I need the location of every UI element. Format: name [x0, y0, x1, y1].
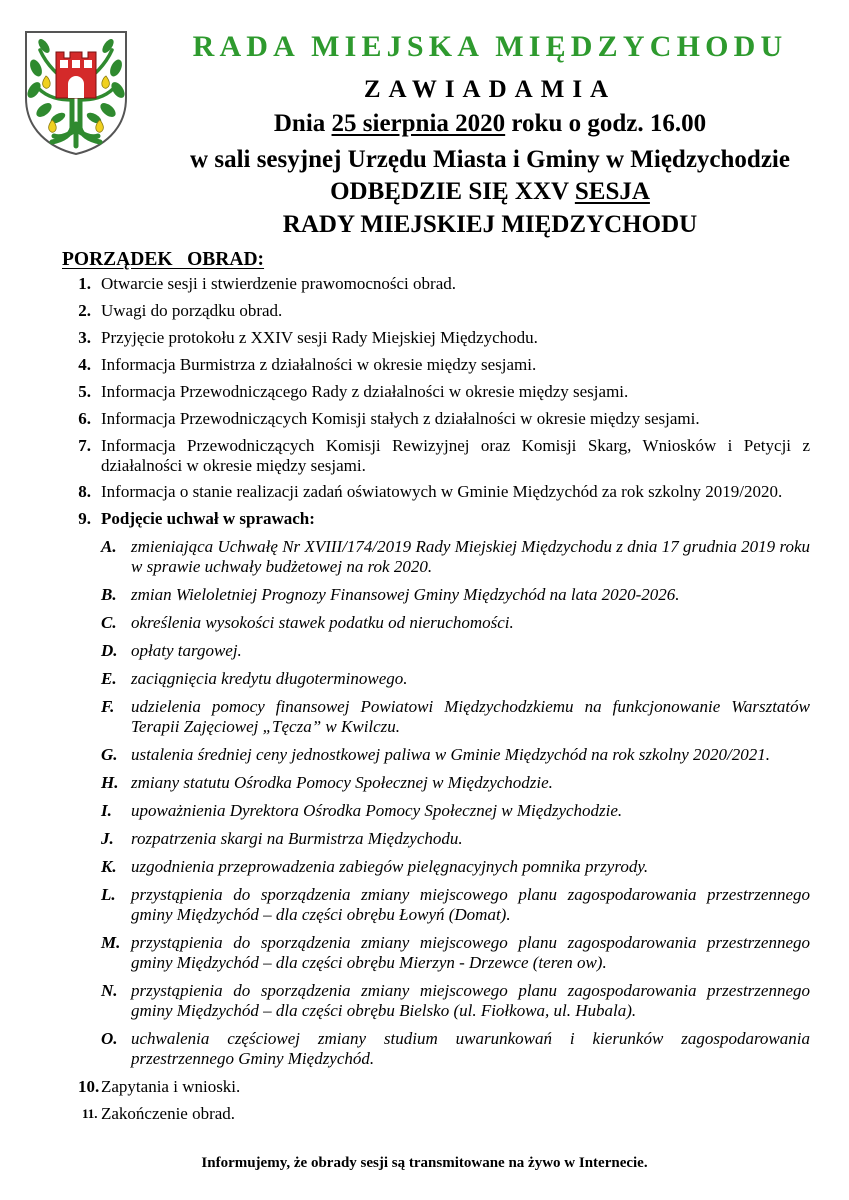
- resolution-text: przystąpienia do sporządzenia zmiany miejscowego planu zagospodarowania przestrzennego gminy Międzychód – dla części obrębu Mierzyn - Drzewce (teren ow).: [131, 933, 810, 972]
- resolution-item: [62, 641, 810, 661]
- agenda-item-number: 4.: [78, 355, 91, 374]
- agenda-item-text: Uwagi do porządku obrad.: [101, 301, 283, 320]
- resolution-text: ustalenia średniej ceny jednostkowej paliwa w Gminie Międzychód na rok szkolny 2020/2021.: [131, 745, 770, 764]
- resolution-text: przystąpienia do sporządzenia zmiany miejscowego planu zagospodarowania przestrzennego gminy Międzychód – dla części obrębu Łowyń (Domat).: [131, 885, 810, 924]
- agenda-item-number: 8.: [78, 482, 91, 501]
- resolution-text: upoważnienia Dyrektora Ośrodka Pomocy Społecznej w Międzychodzie.: [131, 801, 623, 820]
- resolution-text: zmian Wieloletniej Prognozy Finansowej Gminy Międzychód na lata 2020-2026.: [131, 585, 680, 604]
- agenda-item-text: Informacja Burmistrza z działalności w okresie między sesjami.: [101, 355, 537, 374]
- session-number: [140, 178, 840, 206]
- resolution-letter: B.: [101, 585, 117, 604]
- session-location: w sali sesyjnej Urzędu Miasta i Gminy w Międzychodzie: [190, 146, 790, 173]
- agenda-item: [62, 328, 810, 348]
- resolution-letter: A.: [101, 537, 117, 556]
- agenda-item: [62, 509, 810, 529]
- resolution-letter: K.: [101, 857, 117, 876]
- session-date: [140, 110, 840, 138]
- agenda-item-text: Informacja o stanie realizacji zadań oświatowych w Gminie Międzychód za rok szkolny 2019/2020.: [101, 482, 783, 501]
- livestream-note: Informujemy, że obrady sesji są transmitowane na żywo w Internecie.: [201, 1155, 648, 1171]
- agenda-heading: PORZĄDEK OBRAD:: [62, 249, 265, 270]
- agenda-item-number: 9.: [78, 509, 91, 528]
- agenda-item: [62, 1077, 810, 1097]
- agenda-item-number: 11.: [82, 1106, 98, 1121]
- resolution-letter: G.: [101, 745, 118, 764]
- resolution-item: [62, 1029, 810, 1069]
- resolution-letter: M.: [101, 933, 121, 952]
- agenda-item-number: 5.: [78, 382, 91, 401]
- resolution-item: [62, 981, 810, 1021]
- resolution-item: [62, 857, 810, 877]
- resolution-item: [62, 933, 810, 973]
- agenda-item: [62, 436, 810, 476]
- resolution-item: [62, 613, 810, 633]
- council-title: RADA MIEJSKA MIĘDZYCHODU: [192, 30, 788, 63]
- agenda-item: [62, 355, 810, 375]
- agenda-item: [62, 382, 810, 402]
- agenda-item-text: Informacja Przewodniczącego Rady z działalności w okresie między sesjami.: [101, 382, 629, 401]
- date-suffix: roku o godz. 16.00: [505, 110, 707, 137]
- agenda-item: [62, 482, 810, 502]
- resolution-letter: F.: [101, 697, 115, 716]
- resolution-letter: O.: [101, 1029, 118, 1048]
- announces-heading: ZAWIADAMIA: [363, 76, 617, 103]
- agenda-item-text: Podjęcie uchwał w sprawach:: [101, 509, 315, 528]
- coat-of-arms: [22, 28, 130, 156]
- agenda-item: [62, 1104, 810, 1124]
- resolution-text: określenia wysokości stawek podatku od nieruchomości.: [131, 613, 514, 632]
- agenda-item-number: 7.: [78, 436, 91, 455]
- resolution-item: [62, 697, 810, 737]
- agenda-item-text: Informacja Przewodniczących Komisji stałych z działalności w okresie między sesjami.: [101, 409, 700, 428]
- agenda-item-number: 6.: [78, 409, 91, 428]
- council-name: RADY MIEJSKIEJ MIĘDZYCHODU: [282, 211, 698, 238]
- resolution-letter: N.: [101, 981, 118, 1000]
- resolution-text: rozpatrzenia skargi na Burmistrza Międzychodu.: [131, 829, 463, 848]
- agenda-list: [62, 274, 810, 1124]
- resolution-item: [62, 801, 810, 821]
- agenda-item-text: Zapytania i wnioski.: [101, 1077, 241, 1096]
- resolution-text: zaciągnięcia kredytu długoterminowego.: [131, 669, 408, 688]
- resolution-text: uchwalenia częściowej zmiany studium uwarunkowań i kierunków zagospodarowania przestrzennego Gminy Międzychód.: [131, 1029, 810, 1068]
- resolution-letter: C.: [101, 613, 117, 632]
- agenda-item-text: Otwarcie sesji i stwierdzenie prawomocności obrad.: [101, 274, 456, 293]
- resolution-letter: J.: [101, 829, 114, 848]
- resolution-item: [62, 773, 810, 793]
- agenda-item: [62, 274, 810, 294]
- resolution-letter: I.: [101, 801, 112, 820]
- coat-of-arms-icon: [22, 28, 130, 156]
- agenda-item-text: Przyjęcie protokołu z XXIV sesji Rady Miejskiej Międzychodu.: [101, 328, 538, 347]
- date-prefix: Dnia: [273, 110, 332, 137]
- resolution-item: [62, 829, 810, 849]
- resolution-letter: L.: [101, 885, 116, 904]
- agenda-item-number: 3.: [78, 328, 91, 347]
- resolution-letter: H.: [101, 773, 119, 792]
- resolution-letter: E.: [101, 669, 117, 688]
- resolution-text: udzielenia pomocy finansowej Powiatowi Międzychodzkiemu na funkcjonowanie Warsztatów Terapii Zajęciowej „Tęcza” w Kwilczu.: [131, 697, 810, 736]
- resolution-letter: D.: [101, 641, 118, 660]
- resolution-text: przystąpienia do sporządzenia zmiany miejscowego planu zagospodarowania przestrzennego gminy Międzychód – dla części obrębu Bielsko (ul. Fiołkowa, ul. Hubala).: [131, 981, 810, 1020]
- agenda-item-number: 1.: [78, 274, 91, 293]
- resolution-item: [62, 669, 810, 689]
- agenda-item-text: Informacja Przewodniczących Komisji Rewizyjnej oraz Komisji Skarg, Wniosków i Petycji z działalności w okresie między sesjami.: [101, 436, 810, 475]
- agenda-item: [62, 409, 810, 429]
- agenda-item-number: 2.: [78, 301, 91, 320]
- agenda-item-text: Zakończenie obrad.: [101, 1104, 236, 1123]
- resolution-item: [62, 745, 810, 765]
- resolution-text: zmieniająca Uchwałę Nr XVIII/174/2019 Rady Miejskiej Międzychodu z dnia 17 grudnia 2019 roku w sprawie uchwały budżetowej na rok 2020.: [131, 537, 810, 576]
- session-underlined: SESJA: [574, 178, 650, 205]
- resolution-item: [62, 537, 810, 577]
- date-underlined: 25 sierpnia 2020: [331, 110, 506, 137]
- session-prefix: ODBĘDZIE SIĘ XXV: [330, 178, 575, 205]
- resolution-text: zmiany statutu Ośrodka Pomocy Społecznej w Międzychodzie.: [131, 773, 553, 792]
- agenda-item-number: 10.: [78, 1077, 100, 1096]
- agenda-item: [62, 301, 810, 321]
- resolution-item: [62, 585, 810, 605]
- resolution-text: uzgodnienia przeprowadzenia zabiegów pielęgnacyjnych pomnika przyrody.: [131, 857, 649, 876]
- resolution-item: [62, 885, 810, 925]
- resolution-text: opłaty targowej.: [131, 641, 242, 660]
